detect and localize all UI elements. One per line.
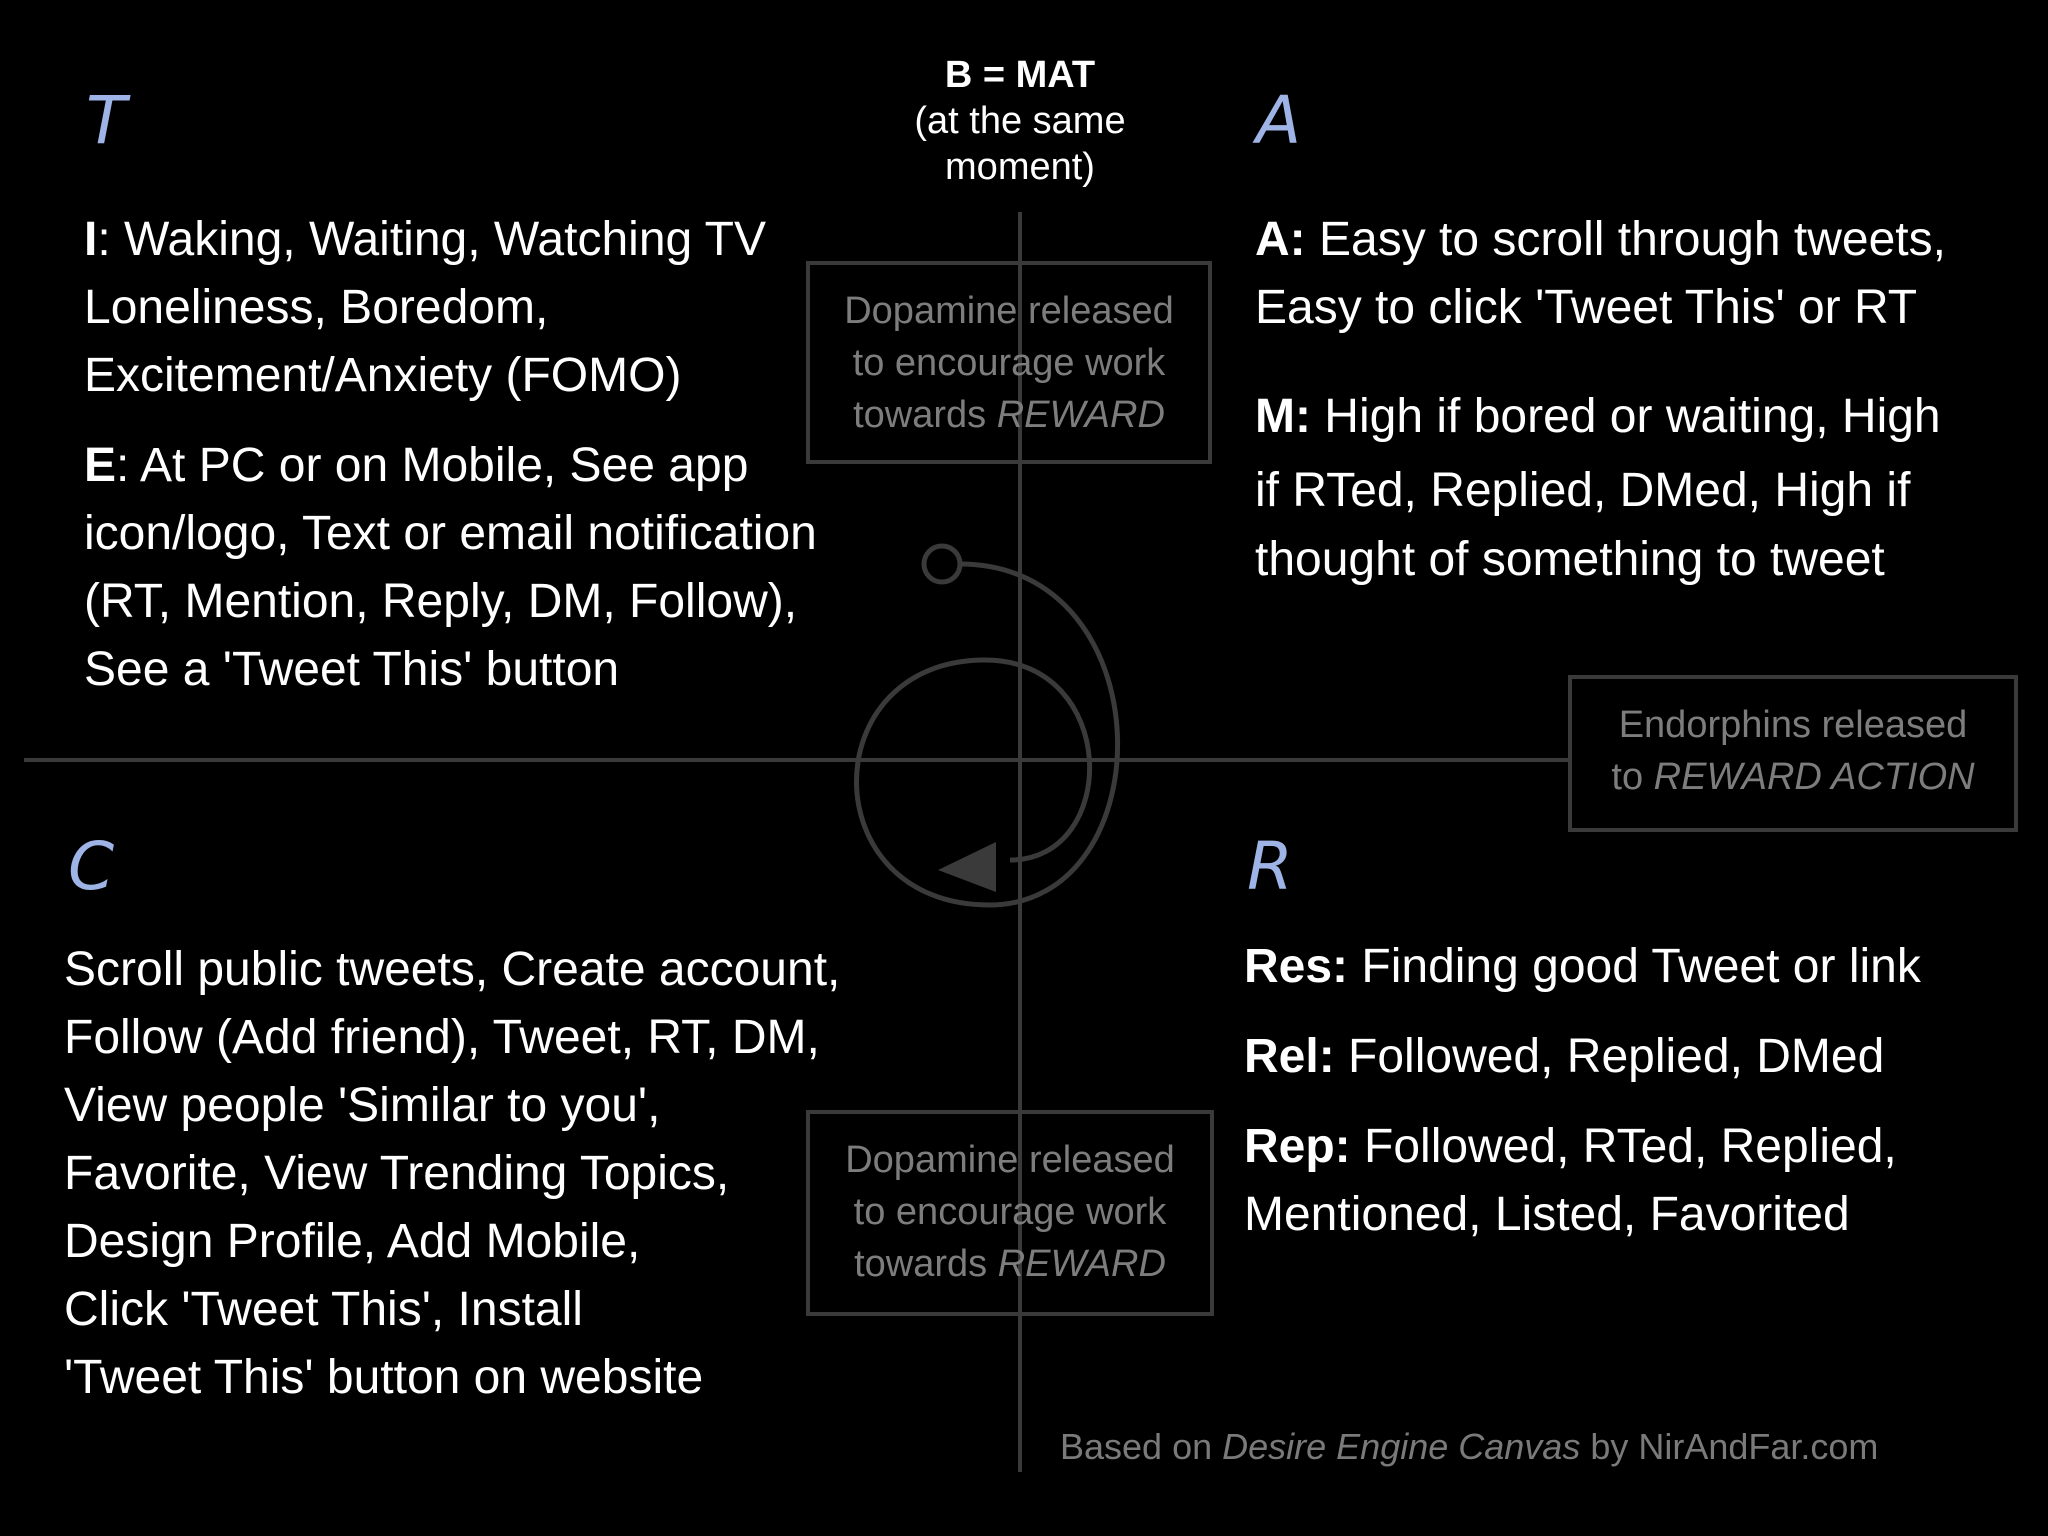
reward-letter: R xyxy=(1247,828,1293,905)
motivation-line-2: if RTed, Replied, DMed, High if xyxy=(1255,464,1911,517)
external-trigger-line-4: See a 'Tweet This' button xyxy=(84,643,620,696)
commitment-line: Follow (Add friend), Tweet, RT, DM, xyxy=(64,1011,820,1064)
external-trigger-label: E xyxy=(84,439,117,492)
motivation-line-3: thought of something to tweet xyxy=(1255,533,1885,586)
cycle-arrowhead-icon xyxy=(938,842,996,892)
reward-self-label: Rep: xyxy=(1244,1120,1351,1173)
commitment-line: Click 'Tweet This', Install xyxy=(64,1283,583,1336)
dopamine-note-bottom: Dopamine released to encourage work towards REWARD xyxy=(806,1110,1214,1316)
cycle-start-circle xyxy=(924,546,960,582)
motivation-line-1: M: High if bored or waiting, High xyxy=(1255,390,1941,443)
external-trigger-line-1: E: At PC or on Mobile, See app xyxy=(84,439,749,492)
internal-trigger-line-2: Loneliness, Boredom, xyxy=(84,281,549,334)
commitment-letter: C xyxy=(68,828,115,905)
reward-hunt-line: Res: Finding good Tweet or link xyxy=(1244,940,1921,993)
internal-trigger-line-1: I: Waking, Waiting, Watching TV xyxy=(84,213,767,266)
reward-tribe-label: Rel: xyxy=(1244,1030,1335,1083)
formula-block xyxy=(880,52,1160,190)
internal-trigger-line-3: Excitement/Anxiety (FOMO) xyxy=(84,349,682,402)
external-trigger-line-3: (RT, Mention, Reply, DM, Follow), xyxy=(84,575,798,628)
commitment-text xyxy=(64,936,840,1412)
formula-sub-line-1: (at the same xyxy=(914,100,1126,142)
credit-line: Based on Desire Engine Canvas by NirAndFar.com xyxy=(1060,1426,1879,1467)
commitment-line: 'Tweet This' button on website xyxy=(64,1351,704,1404)
action-text xyxy=(1255,206,1946,592)
action-letter: A xyxy=(1256,82,1302,159)
reward-text xyxy=(1244,933,1921,1249)
reward-self-line-2: Mentioned, Listed, Favorited xyxy=(1244,1188,1850,1241)
formula-sub-line-2: moment) xyxy=(945,146,1095,188)
commitment-line: Design Profile, Add Mobile, xyxy=(64,1215,641,1268)
external-trigger-line-2: icon/logo, Text or email notification xyxy=(84,507,817,560)
formula: B = MAT xyxy=(944,54,1096,96)
commitment-line: Favorite, View Trending Topics, xyxy=(64,1147,730,1200)
trigger-text xyxy=(84,206,817,704)
reward-tribe-line: Rel: Followed, Replied, DMed xyxy=(1244,1030,1885,1083)
motivation-label: M: xyxy=(1255,390,1311,443)
ability-line-1: A: Easy to scroll through tweets, xyxy=(1255,213,1946,266)
commitment-line: View people 'Similar to you', xyxy=(64,1079,661,1132)
endorphins-note: Endorphins released to REWARD ACTION xyxy=(1568,675,2018,832)
ability-line-2: Easy to click 'Tweet This' or RT xyxy=(1255,281,1918,334)
reward-hunt-label: Res: xyxy=(1244,940,1349,993)
trigger-letter: T xyxy=(86,82,127,159)
ability-label: A: xyxy=(1255,213,1306,266)
reward-self-line-1: Rep: Followed, RTed, Replied, xyxy=(1244,1120,1897,1173)
commitment-line: Scroll public tweets, Create account, xyxy=(64,943,841,996)
dopamine-note-top: Dopamine released to encourage work towards REWARD xyxy=(806,261,1212,464)
internal-trigger-label: I xyxy=(84,213,98,266)
